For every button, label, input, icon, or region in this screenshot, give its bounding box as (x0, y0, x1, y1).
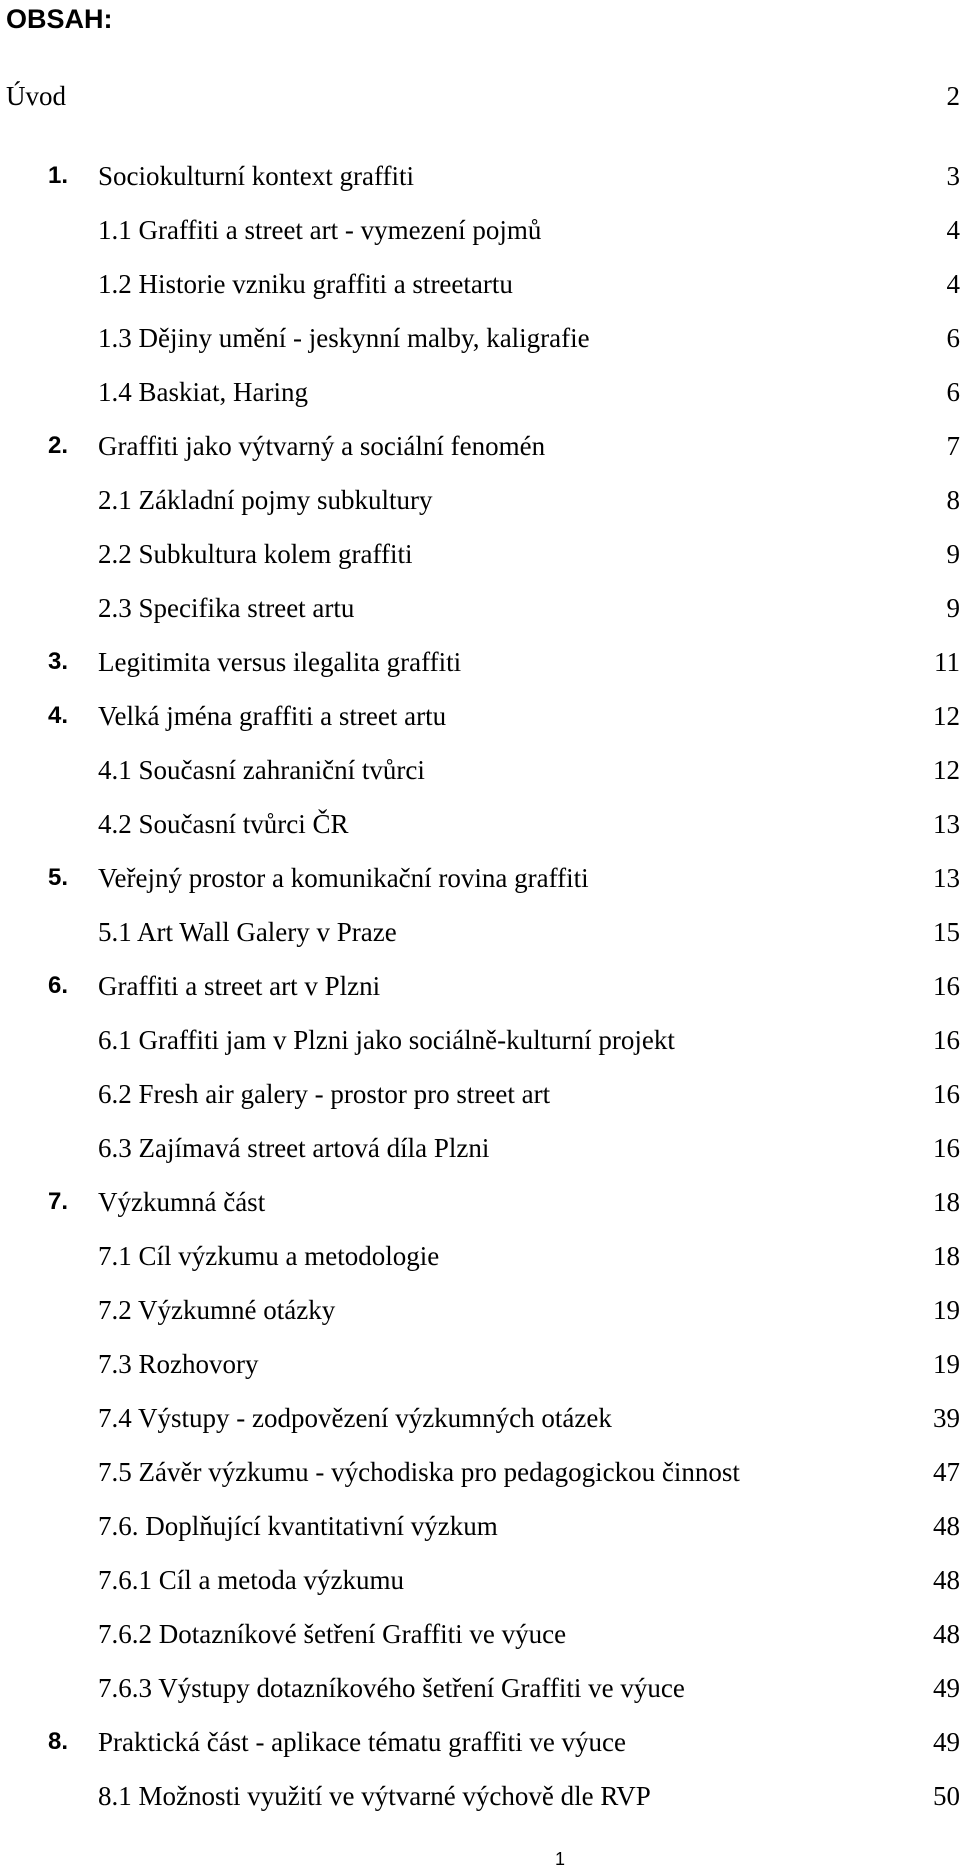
toc-entry-page: 13 (933, 809, 960, 839)
toc-entry-number: 3. (48, 648, 69, 675)
toc-entry-page: 6 (946, 377, 960, 407)
toc-entry (0, 1560, 960, 1600)
toc-entry-number: 5. (48, 864, 69, 891)
toc-entry (0, 210, 960, 250)
toc-entry-number: 7. (48, 1188, 69, 1215)
toc-entry-number: 4. (48, 702, 69, 729)
toc-entry (0, 1776, 960, 1816)
toc-entry-number: 8. (48, 1728, 69, 1755)
toc-entry-page: 19 (933, 1349, 960, 1379)
toc-entry-title: 6.3 Zajímavá street artová díla Plzni (98, 1133, 490, 1163)
toc-entry-page: 16 (933, 971, 960, 1001)
toc-entry-number: 2. (48, 432, 69, 459)
toc-entry (0, 858, 960, 898)
toc-entry (0, 804, 960, 844)
toc-entry-page: 48 (933, 1511, 960, 1541)
toc-entry (0, 1236, 960, 1276)
toc-entry (0, 1398, 960, 1438)
toc-entry-page: 3 (946, 161, 960, 191)
toc-entry-title: Úvod (6, 81, 66, 111)
toc-heading: OBSAH: (6, 4, 113, 34)
toc-entry (0, 76, 960, 116)
toc-entry-title: Praktická část - aplikace tématu graffiti ve výuce (98, 1727, 627, 1757)
toc-entry-title: 1.4 Baskiat, Haring (98, 377, 308, 407)
toc-entry-title: 1.3 Dějiny umění - jeskynní malby, kaligrafie (98, 323, 590, 353)
toc-entry-title: Graffiti a street art v Plzni (98, 971, 381, 1001)
toc-entry (0, 318, 960, 358)
toc-entry-page: 13 (933, 863, 960, 893)
toc-entry-title: 7.4 Výstupy - zodpovězení výzkumných otázek (98, 1403, 612, 1433)
toc-entry-title: 7.1 Cíl výzkumu a metodologie (98, 1241, 440, 1271)
toc-entry (0, 1128, 960, 1168)
toc-entry (0, 588, 960, 628)
toc-entry-page: 9 (946, 539, 960, 569)
toc-entry-page: 48 (933, 1619, 960, 1649)
toc-entry (0, 426, 960, 466)
toc-entry (0, 1452, 960, 1492)
toc-entry-page: 18 (933, 1187, 960, 1217)
toc-entry-page: 16 (933, 1025, 960, 1055)
toc-entry (0, 1020, 960, 1060)
toc-entry-page: 9 (946, 593, 960, 623)
page-number: 1 (554, 1849, 565, 1869)
toc-entry-page: 50 (933, 1781, 960, 1811)
toc-entry-page: 12 (933, 755, 960, 785)
toc-entry-title: 6.2 Fresh air galery - prostor pro street art (98, 1079, 551, 1109)
toc-entry-title: Sociokulturní kontext graffiti (98, 161, 414, 191)
toc-entry (0, 1668, 960, 1708)
toc-entry-title: 7.6. Doplňující kvantitativní výzkum (98, 1511, 498, 1541)
toc-entry-title: Graffiti jako výtvarný a sociální fenomén (98, 431, 546, 461)
toc-entry-title: Velká jména graffiti a street artu (98, 701, 447, 731)
toc-entry (0, 1614, 960, 1654)
toc-entry-number: 1. (48, 162, 69, 189)
toc-entry (0, 1722, 960, 1762)
toc-entry (0, 534, 960, 574)
toc-entry (0, 156, 960, 196)
toc-entry-title: 7.6.3 Výstupy dotazníkového šetření Graffiti ve výuce (98, 1673, 685, 1703)
toc-entry-page: 39 (933, 1403, 960, 1433)
toc-entry-page: 18 (933, 1241, 960, 1271)
toc-entry-page: 6 (946, 323, 960, 353)
toc-entry (0, 750, 960, 790)
toc-entry-page: 15 (933, 917, 960, 947)
toc-entry (0, 696, 960, 736)
toc-entry-page: 16 (933, 1133, 960, 1163)
toc-entry-title: Legitimita versus ilegalita graffiti (98, 647, 462, 677)
toc-entry-title: 4.1 Současní zahraniční tvůrci (98, 755, 425, 785)
toc-entry (0, 912, 960, 952)
toc-entry-page: 8 (946, 485, 960, 515)
toc-entry-page: 2 (946, 81, 960, 111)
toc-entry (0, 1506, 960, 1546)
toc-entry-title: 7.3 Rozhovory (98, 1349, 259, 1379)
toc-entry-number: 6. (48, 972, 69, 999)
toc-entry-page: 4 (946, 269, 960, 299)
toc-entry (0, 264, 960, 304)
toc-entry-page: 47 (933, 1457, 960, 1487)
toc-entry-title: 2.3 Specifika street artu (98, 593, 355, 623)
toc-entry-title: 7.5 Závěr výzkumu - východiska pro pedagogickou činnost (98, 1457, 740, 1487)
toc-entry-page: 4 (946, 215, 960, 245)
toc-entry-title: 6.1 Graffiti jam v Plzni jako sociálně-kulturní projekt (98, 1025, 675, 1055)
toc-entry-title: Výzkumná část (98, 1187, 266, 1217)
toc-entry-title: 8.1 Možnosti využití ve výtvarné výchově dle RVP (98, 1781, 651, 1811)
toc-entry-title: 1.2 Historie vzniku graffiti a streetartu (98, 269, 513, 299)
toc-entry-page: 7 (946, 431, 960, 461)
toc-entry-title: 7.6.1 Cíl a metoda výzkumu (98, 1565, 404, 1595)
toc-entry (0, 480, 960, 520)
toc-entry-title: 5.1 Art Wall Galery v Praze (98, 917, 397, 947)
toc-entry-page: 49 (933, 1673, 960, 1703)
toc-entry-page: 11 (934, 647, 960, 677)
toc-entry (0, 966, 960, 1006)
toc-entry-page: 48 (933, 1565, 960, 1595)
toc-entry (0, 642, 960, 682)
toc-entry-title: Veřejný prostor a komunikační rovina graffiti (98, 863, 589, 893)
toc-entry (0, 1344, 960, 1384)
toc-entry-page: 12 (933, 701, 960, 731)
toc-entry-title: 2.1 Základní pojmy subkultury (98, 485, 433, 515)
toc-entry-page: 49 (933, 1727, 960, 1757)
toc-entry (0, 372, 960, 412)
toc-entry-title: 1.1 Graffiti a street art - vymezení pojmů (98, 215, 542, 245)
toc-entry-page: 19 (933, 1295, 960, 1325)
toc-entry-title: 7.2 Výzkumné otázky (98, 1295, 336, 1325)
toc-entry-title: 7.6.2 Dotazníkové šetření Graffiti ve výuce (98, 1619, 567, 1649)
toc-entry (0, 1074, 960, 1114)
toc-entry-page: 16 (933, 1079, 960, 1109)
toc-entry (0, 1290, 960, 1330)
toc-entry-title: 2.2 Subkultura kolem graffiti (98, 539, 413, 569)
toc-entry-title: 4.2 Současní tvůrci ČR (98, 809, 349, 839)
toc-entry (0, 1182, 960, 1222)
